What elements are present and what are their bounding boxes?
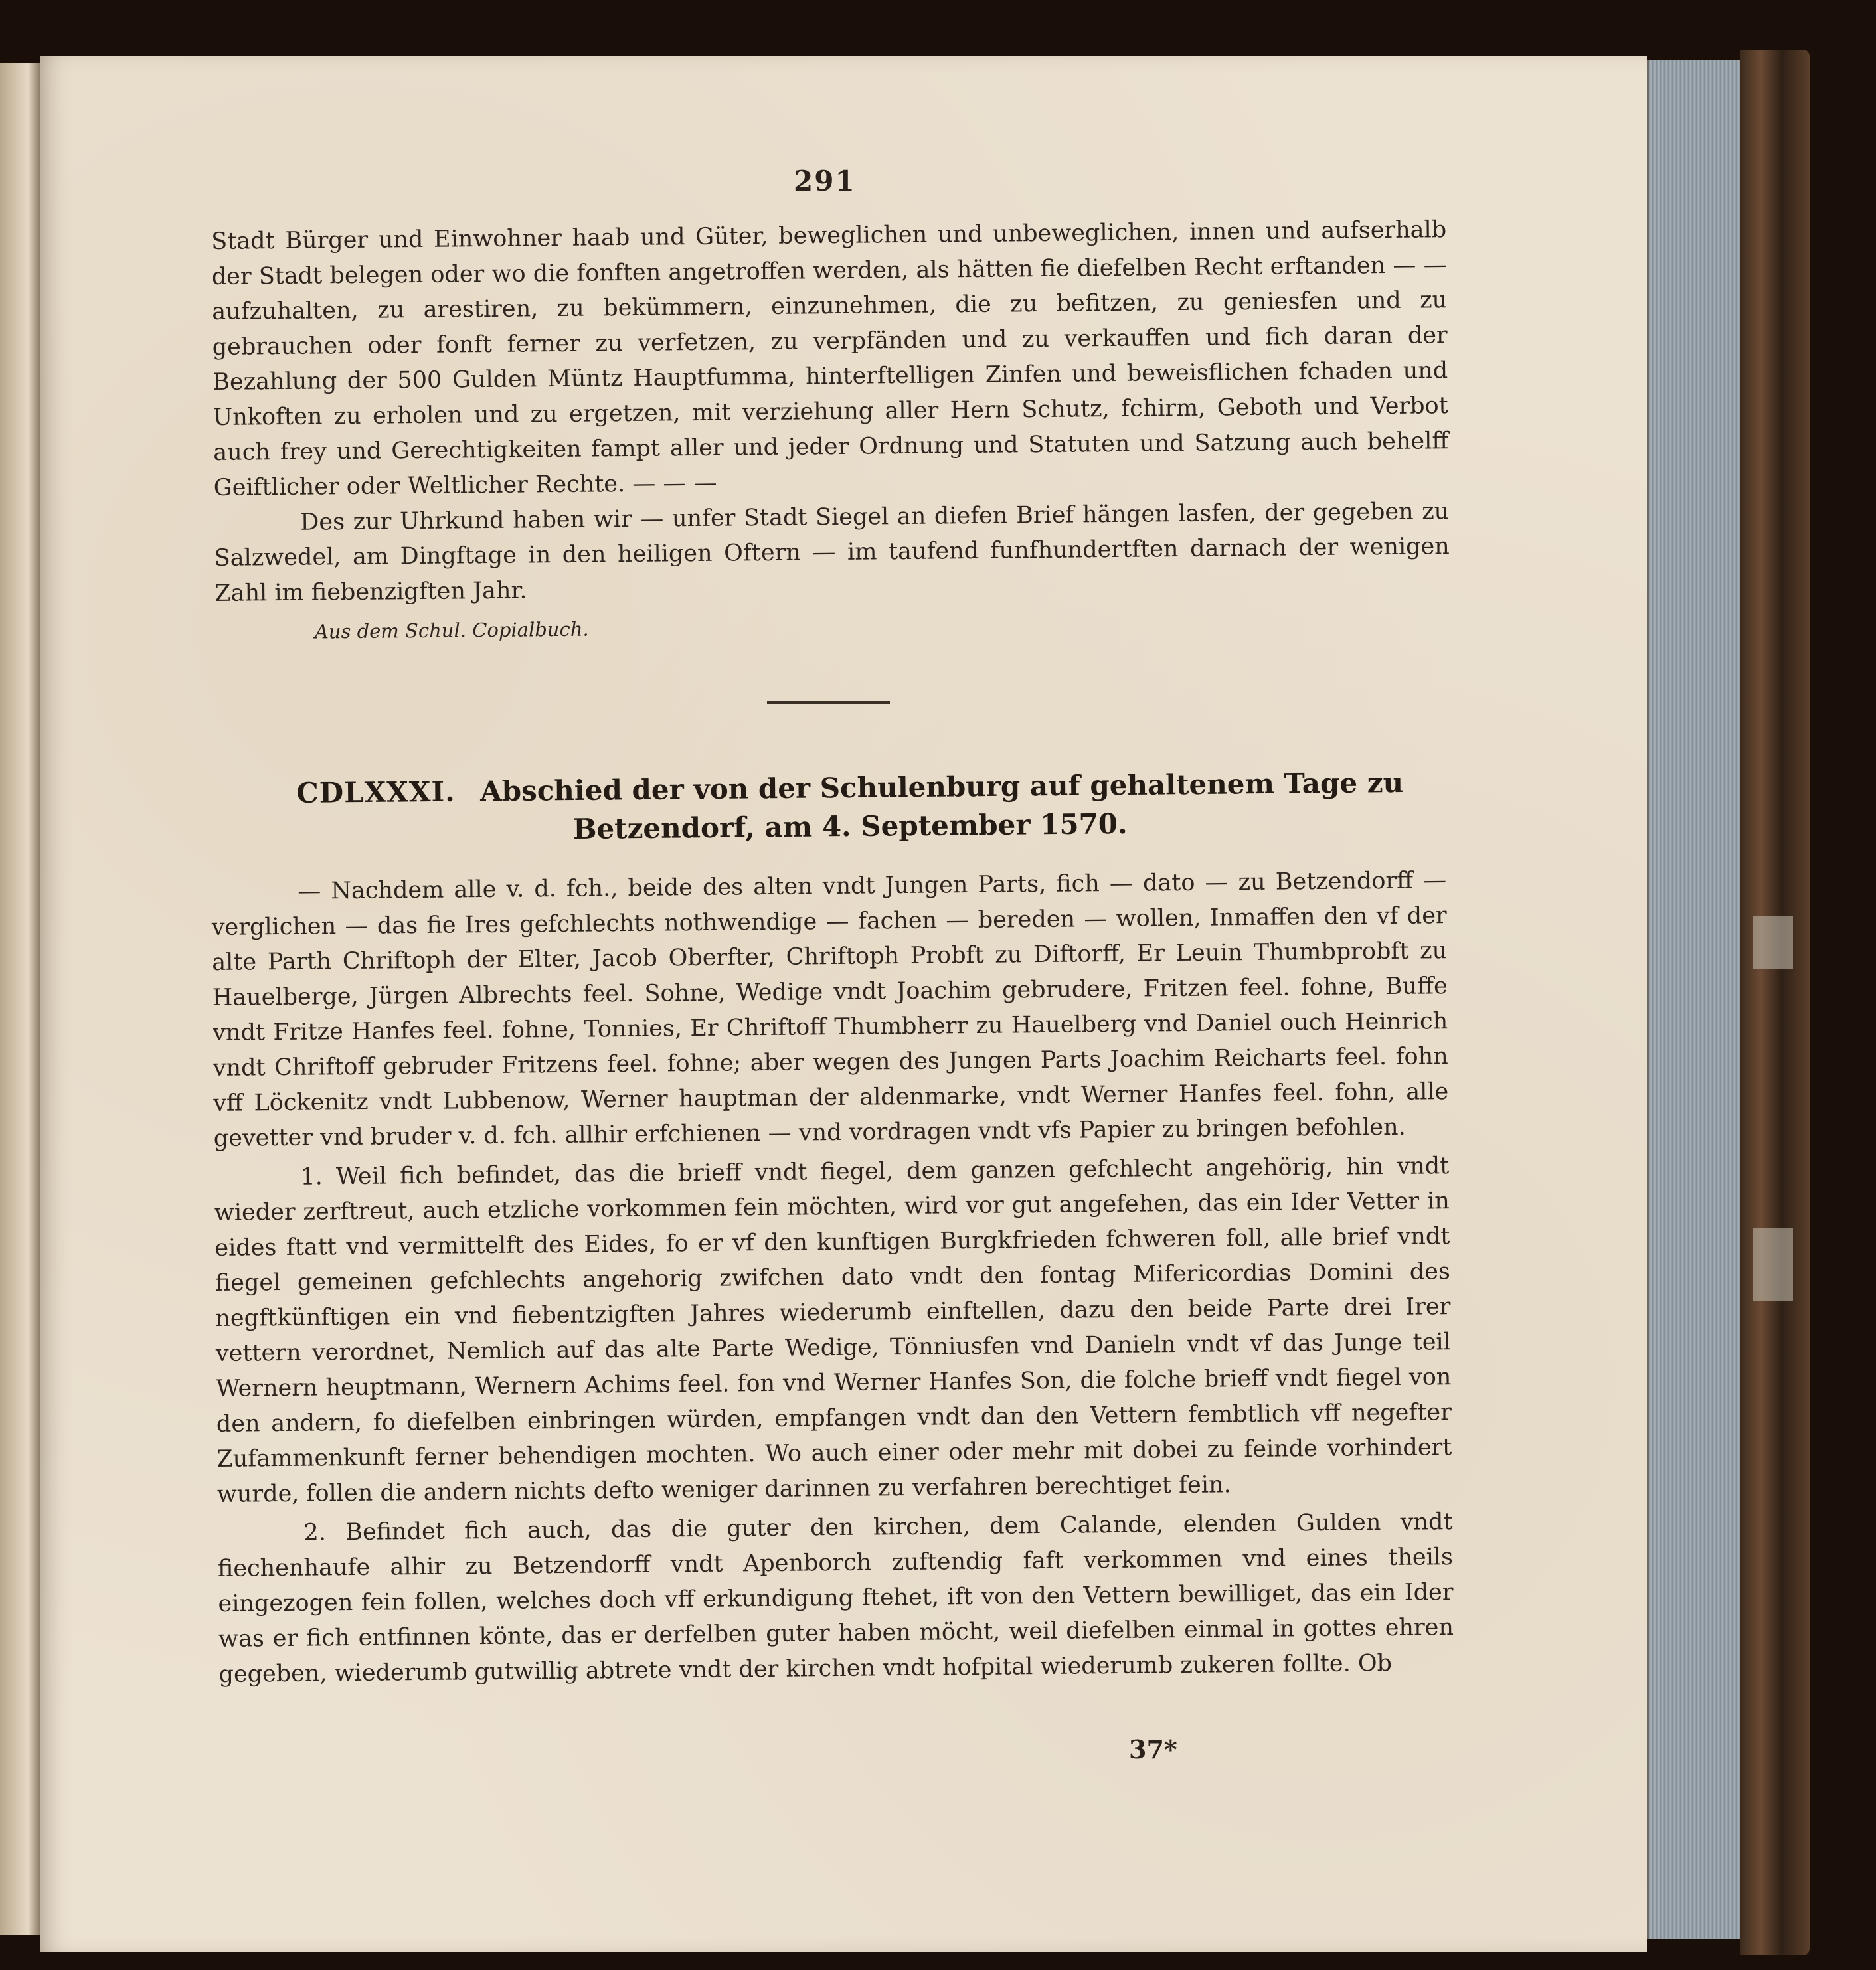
document-heading <box>252 763 1448 851</box>
document-number: CDLXXXI. <box>296 775 456 810</box>
cover-wear-mark <box>1753 1228 1793 1301</box>
signature-mark: 37* <box>1129 1734 1177 1764</box>
paragraph: — Nachdem alle v. d. fch., beide des alten vndt Jungen Parts, fich — dato — zu Betzendorff — verglichen — das fie Ires gefchlechts nothwendige — fachen — bereden — wollen, Inmaffen den vf der alte Parth Chriftoph der Elter, Jacob Oberfter, Chriftoph Probft zu Diftorff, Er Leuin Thumbprobft zu Hauelberge, Jürgen Albrechts feel. Sohne, Wedige vndt Joachim gebrudere, Fritzen feel. fohne, Buffe vndt Fritze Hanfes feel. fohne, Tonnies, Er Chriftoff Thumbherr zu Hauelberg vnd Daniel ouch Heinrich vndt Chriftoff gebruder Fritzens feel. fohne; aber wegen des Jungen Parts Joachim Reicharts feel. fohn vff Löckenitz vndt Lubbenow, Werner hauptman der aldenmarke, vndt Werner Hanfes feel. fohn, alle gevetter vnd bruder v. d. fch. allhir erfchienen — vnd vordragen vndt vfs Papier zu bringen befohlen. <box>211 867 1449 1152</box>
section-divider <box>767 701 890 704</box>
page-block-edges <box>1647 60 1742 1939</box>
document-title: Abschied der von der Schulenburg auf gehaltenem Tage zu Betzendorf, am 4. September 1570. <box>479 766 1404 846</box>
cover-wear-mark <box>1753 916 1793 969</box>
left-page-edge <box>0 63 40 1935</box>
paragraph: 1. Weil fich befindet, das die brieff vndt fiegel, dem ganzen gefchlecht angehörig, hin vndt wieder zerftreut, auch etzliche vorkommen fein möchten, wird vor gut angefehen, das ein Ider Vetter in eides ftatt vnd vermittelft des Eides, fo er vf den kunftigen Burgkfrieden fchweren foll, alle brief vndt fiegel gemeinen gefchlechts angehorig zwifchen dato vndt den fontag Mifericordias Domini des negftkünftigen ein vnd fiebentzigften Jahres wiederumb einftellen, dazu den beide Parte drei Irer vettern verordnet, Nemlich auf das alte Parte Wedige, Tönniusfen vnd Danieln vndt vf das Junge teil Wernern heuptmann, Wernern Achims feel. fon vnd Werner Hanfes Son, die folche brieff vndt fiegel von den andern, fo diefelben einbringen würden, empfangen vndt dan den Vettern fembtlich vff negefter Zufammenkunft ferner behendigen mochten. Wo auch einer oder mehr mit dobei zu feinde vorhindert wurde, follen die andern nichts defto weniger darinnen zu verfahren berechtiget fein. <box>214 1153 1452 1508</box>
paragraph: Des zur Uhrkund haben wir — unfer Stadt Siegel an diefen Brief hängen lasfen, der gegeben zu Salzwedel, am Dingftage in den heiligen Oftern — im taufend funfhundertften darnach der wenigen Zahl im fiebenzigften Jahr. <box>214 498 1450 607</box>
book-cover <box>1740 50 1810 1955</box>
top-text-block <box>211 212 1450 651</box>
page-number: 291 <box>794 165 856 197</box>
source-note: Aus dem Schul. Copialbuch. <box>314 617 589 643</box>
body-text-block <box>211 863 1454 1692</box>
paragraph: Stadt Bürger und Einwohner haab und Güter, beweglichen und unbeweglichen, innen und aufserhalb der Stadt belegen oder wo die fonften angetroffen werden, als hätten fie diefelben Recht erftanden — — aufzuhalten, zu arestiren, zu bekümmern, einzunehmen, die zu befitzen, zu geniesfen und zu gebrauchen oder fonft ferner zu verfetzen, zu verpfänden und zu verkauffen und fich daran der Bezahlung der 500 Gulden Müntz Hauptfumma, hinterftelligen Zinfen und beweisflichen fchaden und Unkoften zu erholen und zu ergetzen, mit verziehung aller Hern Schutz, fchirm, Geboth und Verbot auch frey und Gerechtigkeiten fampt aller und jeder Ordnung und Statuten und Satzung auch behelff Geiftlicher oder Weltlicher Rechte. — — — <box>211 216 1449 501</box>
paragraph: 2. Befindet fich auch, das die guter den kirchen, dem Calande, elenden Gulden vndt fiechenhaufe alhir zu Betzendorff vndt Apenborch zuftendig faft verkommen vnd eines theils eingezogen fein follen, welches doch vff erkundigung ftehet, ift von den Vettern bewilliget, das ein Ider was er fich entfinnen könte, das er derfelben guter haben möcht, weil diefelben einmal in gottes ehren gegeben, wiederumb gutwillig abtrete vndt der kirchen vndt hofpital wiederumb zukeren follte. Ob <box>217 1509 1454 1688</box>
